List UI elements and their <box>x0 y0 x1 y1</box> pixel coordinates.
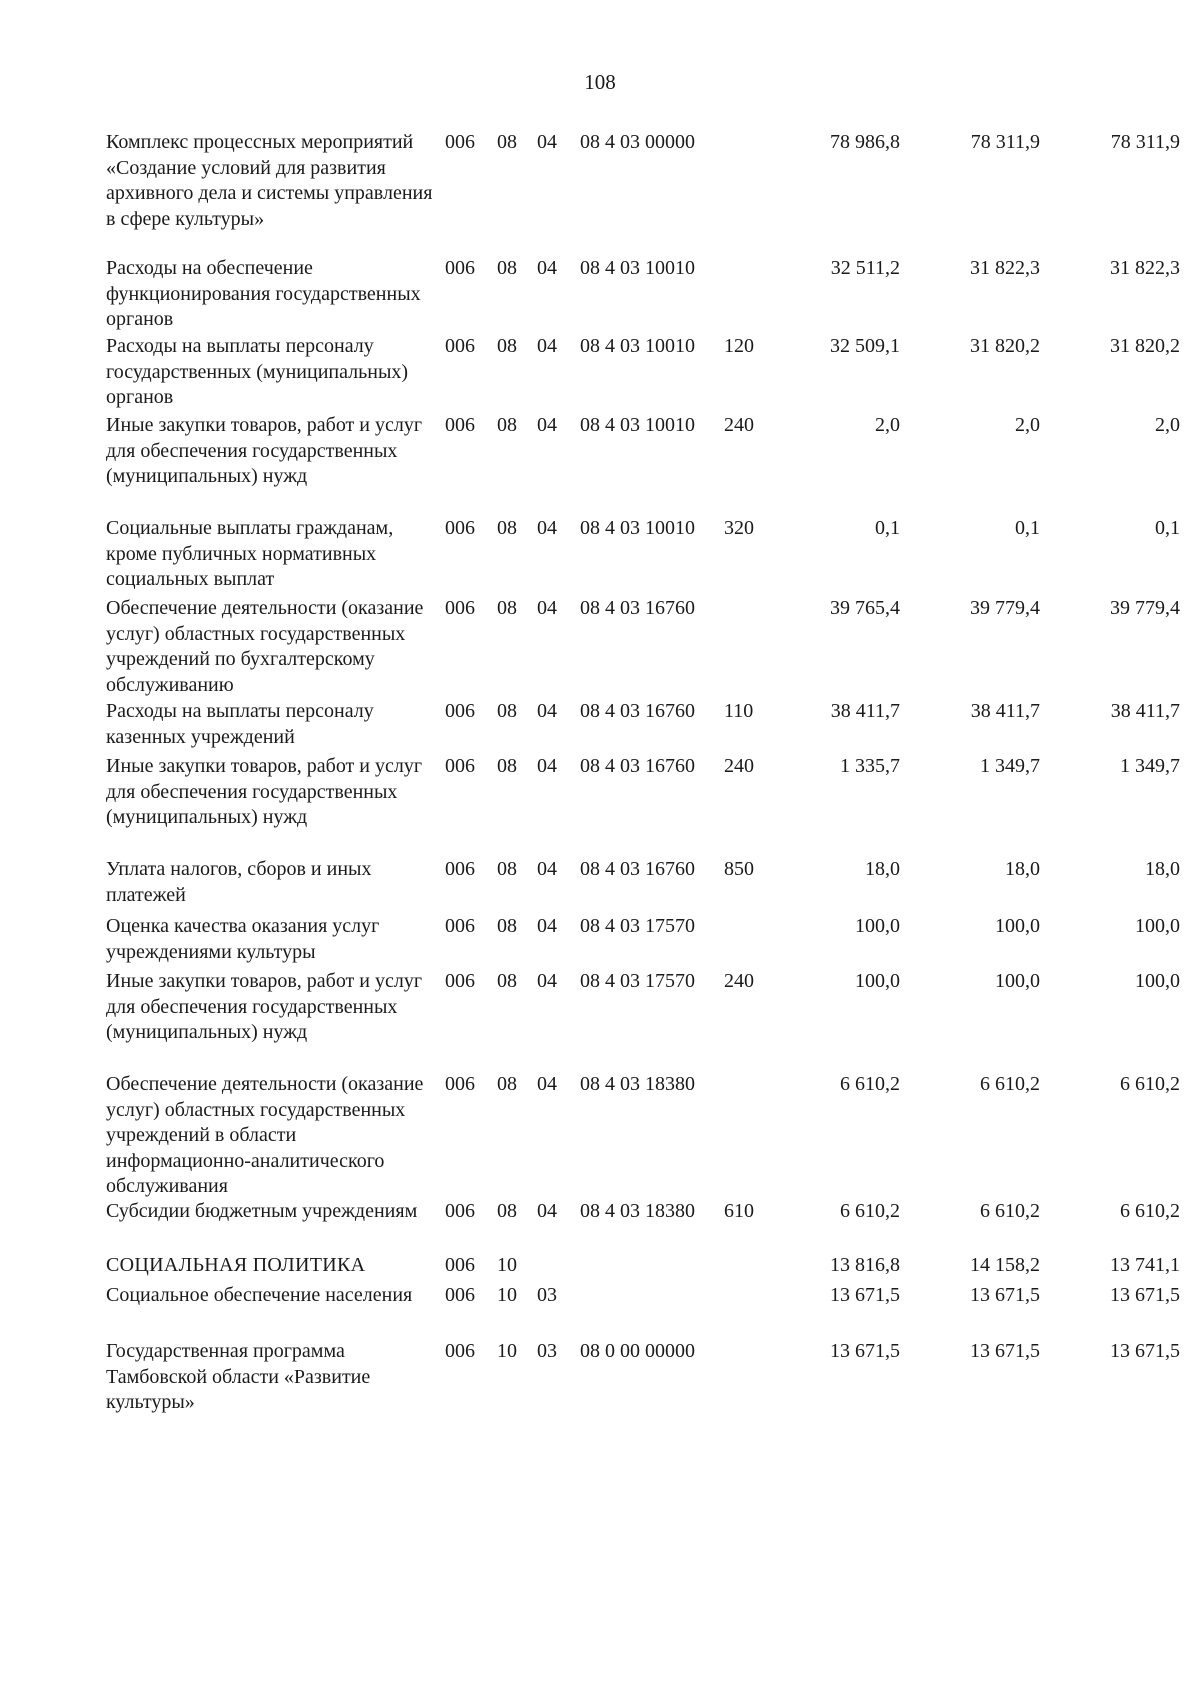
section-code: 10 <box>497 1340 517 1362</box>
subsection-code: 04 <box>537 1073 557 1095</box>
target-article-code: 08 4 03 17570 <box>580 915 695 937</box>
target-article-code: 08 4 03 16760 <box>580 700 695 722</box>
amount-year-2: 39 779,4 <box>970 597 1040 619</box>
amount-year-1: 2,0 <box>875 414 900 436</box>
budget-table <box>0 130 1200 1419</box>
row-name: Обеспечение деятельности (оказание услуг) областных государственных учреждений по бухгалтерскому обслуживанию <box>106 597 424 696</box>
amount-year-2: 38 411,7 <box>970 700 1040 722</box>
table-row <box>0 969 1200 1072</box>
section-code: 08 <box>497 131 517 153</box>
row-name: Иные закупки товаров, работ и услуг для обеспечения государственных (муниципальных) нужд <box>106 970 423 1043</box>
amount-year-1: 18,0 <box>865 858 900 880</box>
expense-type-code: 320 <box>724 517 754 539</box>
expense-type-code: 240 <box>724 970 754 992</box>
subsection-code: 03 <box>537 1340 557 1362</box>
section-code: 08 <box>497 414 517 436</box>
row-name: Уплата налогов, сборов и иных платежей <box>106 858 372 906</box>
table-row <box>0 1339 1200 1419</box>
ministry-code: 006 <box>445 858 475 880</box>
ministry-code: 006 <box>445 1200 475 1222</box>
amount-year-1: 100,0 <box>855 970 900 992</box>
expense-type-code: 240 <box>724 755 754 777</box>
amount-year-3: 18,0 <box>1145 858 1180 880</box>
section-code: 08 <box>497 970 517 992</box>
subsection-code: 04 <box>537 517 557 539</box>
ministry-code: 006 <box>445 915 475 937</box>
row-name: Социальные выплаты гражданам, кроме публичных нормативных социальных выплат <box>106 517 394 590</box>
target-article-code: 08 4 03 10010 <box>580 335 695 357</box>
row-name: Обеспечение деятельности (оказание услуг) областных государственных учреждений в области информационно-аналитического обслуживания <box>106 1073 424 1197</box>
target-article-code: 08 4 03 00000 <box>580 131 695 153</box>
target-article-code: 08 4 03 16760 <box>580 597 695 619</box>
amount-year-3: 38 411,7 <box>1110 700 1180 722</box>
section-code: 10 <box>497 1284 517 1306</box>
amount-year-1: 6 610,2 <box>840 1073 900 1095</box>
table-row <box>0 516 1200 596</box>
amount-year-2: 13 671,5 <box>970 1340 1040 1362</box>
amount-year-2: 31 820,2 <box>970 335 1040 357</box>
expense-type-code: 110 <box>724 700 754 722</box>
subsection-code: 04 <box>537 597 557 619</box>
target-article-code: 08 0 00 00000 <box>580 1340 695 1362</box>
amount-year-3: 39 779,4 <box>1110 597 1180 619</box>
amount-year-2: 14 158,2 <box>970 1254 1040 1276</box>
table-row <box>0 1199 1200 1253</box>
amount-year-1: 1 335,7 <box>840 755 900 777</box>
ministry-code: 006 <box>445 1284 475 1306</box>
amount-year-3: 0,1 <box>1155 517 1180 539</box>
row-name: Оценка качества оказания услуг учреждениями культуры <box>106 915 380 963</box>
subsection-code: 04 <box>537 915 557 937</box>
amount-year-1: 38 411,7 <box>830 700 900 722</box>
ministry-code: 006 <box>445 597 475 619</box>
section-code: 10 <box>497 1254 517 1276</box>
amount-year-3: 6 610,2 <box>1120 1073 1180 1095</box>
amount-year-2: 13 671,5 <box>970 1284 1040 1306</box>
target-article-code: 08 4 03 18380 <box>580 1200 695 1222</box>
amount-year-2: 18,0 <box>1005 858 1040 880</box>
subsection-code: 03 <box>537 1284 557 1306</box>
ministry-code: 006 <box>445 700 475 722</box>
amount-year-3: 1 349,7 <box>1120 755 1180 777</box>
page-number: 108 <box>584 70 616 94</box>
row-name: Расходы на выплаты персоналу государственных (муниципальных) органов <box>106 335 409 408</box>
ministry-code: 006 <box>445 755 475 777</box>
amount-year-2: 6 610,2 <box>980 1200 1040 1222</box>
ministry-code: 006 <box>445 517 475 539</box>
subsection-code: 04 <box>537 970 557 992</box>
amount-year-3: 100,0 <box>1135 970 1180 992</box>
amount-year-2: 6 610,2 <box>980 1073 1040 1095</box>
table-row <box>0 1072 1200 1199</box>
amount-year-2: 0,1 <box>1015 517 1040 539</box>
ministry-code: 006 <box>445 335 475 357</box>
section-code: 08 <box>497 1073 517 1095</box>
table-row <box>0 256 1200 334</box>
ministry-code: 006 <box>445 414 475 436</box>
row-name: Расходы на выплаты персоналу казенных учреждений <box>106 700 374 748</box>
amount-year-1: 6 610,2 <box>840 1200 900 1222</box>
amount-year-2: 1 349,7 <box>980 755 1040 777</box>
section-code: 08 <box>497 1200 517 1222</box>
amount-year-2: 100,0 <box>995 970 1040 992</box>
ministry-code: 006 <box>445 257 475 279</box>
table-row <box>0 699 1200 754</box>
amount-year-1: 78 986,8 <box>830 131 900 153</box>
amount-year-3: 31 820,2 <box>1110 335 1180 357</box>
table-row <box>0 413 1200 516</box>
target-article-code: 08 4 03 16760 <box>580 755 695 777</box>
table-row <box>0 130 1200 256</box>
ministry-code: 006 <box>445 1340 475 1362</box>
target-article-code: 08 4 03 10010 <box>580 517 695 539</box>
amount-year-3: 100,0 <box>1135 915 1180 937</box>
section-code: 08 <box>497 700 517 722</box>
target-article-code: 08 4 03 16760 <box>580 858 695 880</box>
target-article-code: 08 4 03 18380 <box>580 1073 695 1095</box>
subsection-code: 04 <box>537 755 557 777</box>
subsection-code: 04 <box>537 131 557 153</box>
section-code: 08 <box>497 517 517 539</box>
ministry-code: 006 <box>445 970 475 992</box>
amount-year-1: 32 509,1 <box>830 335 900 357</box>
amount-year-2: 2,0 <box>1015 414 1040 436</box>
subsection-code: 04 <box>537 414 557 436</box>
section-code: 08 <box>497 257 517 279</box>
section-code: 08 <box>497 915 517 937</box>
row-name: Комплекс процессных мероприятий «Создание условий для развития архивного дела и системы управления в сфере культуры» <box>106 131 433 230</box>
row-name: Иные закупки товаров, работ и услуг для обеспечения государственных (муниципальных) нужд <box>106 755 423 828</box>
subsection-code: 04 <box>537 700 557 722</box>
table-row <box>0 1253 1200 1283</box>
table-row <box>0 596 1200 699</box>
row-name: Государственная программа Тамбовской области «Развитие культуры» <box>106 1340 371 1413</box>
row-name: Социальное обеспечение населения <box>106 1284 413 1306</box>
table-row <box>0 334 1200 413</box>
table-row <box>0 1283 1200 1339</box>
amount-year-3: 13 741,1 <box>1110 1254 1180 1276</box>
amount-year-1: 13 816,8 <box>830 1254 900 1276</box>
ministry-code: 006 <box>445 1073 475 1095</box>
expense-type-code: 120 <box>724 335 754 357</box>
section-code: 08 <box>497 755 517 777</box>
table-row <box>0 857 1200 914</box>
amount-year-2: 78 311,9 <box>970 131 1040 153</box>
amount-year-1: 32 511,2 <box>830 257 900 279</box>
section-code: 08 <box>497 858 517 880</box>
target-article-code: 08 4 03 17570 <box>580 970 695 992</box>
ministry-code: 006 <box>445 131 475 153</box>
amount-year-1: 100,0 <box>855 915 900 937</box>
amount-year-3: 13 671,5 <box>1110 1284 1180 1306</box>
subsection-code: 04 <box>537 858 557 880</box>
amount-year-1: 0,1 <box>875 517 900 539</box>
amount-year-3: 2,0 <box>1155 414 1180 436</box>
section-code: 08 <box>497 335 517 357</box>
amount-year-1: 13 671,5 <box>830 1284 900 1306</box>
amount-year-3: 31 822,3 <box>1110 257 1180 279</box>
amount-year-1: 13 671,5 <box>830 1340 900 1362</box>
subsection-code: 04 <box>537 1200 557 1222</box>
row-name: СОЦИАЛЬНАЯ ПОЛИТИКА <box>106 1254 366 1276</box>
target-article-code: 08 4 03 10010 <box>580 257 695 279</box>
table-row <box>0 754 1200 857</box>
subsection-code: 04 <box>537 257 557 279</box>
section-code: 08 <box>497 597 517 619</box>
row-name: Субсидии бюджетным учреждениям <box>106 1200 418 1222</box>
row-name: Расходы на обеспечение функционирования государственных органов <box>106 257 421 330</box>
expense-type-code: 850 <box>724 858 754 880</box>
row-name: Иные закупки товаров, работ и услуг для обеспечения государственных (муниципальных) нужд <box>106 414 423 487</box>
target-article-code: 08 4 03 10010 <box>580 414 695 436</box>
expense-type-code: 610 <box>724 1200 754 1222</box>
amount-year-1: 39 765,4 <box>830 597 900 619</box>
amount-year-3: 13 671,5 <box>1110 1340 1180 1362</box>
expense-type-code: 240 <box>724 414 754 436</box>
ministry-code: 006 <box>445 1254 475 1276</box>
amount-year-3: 78 311,9 <box>1110 131 1180 153</box>
amount-year-2: 31 822,3 <box>970 257 1040 279</box>
amount-year-2: 100,0 <box>995 915 1040 937</box>
subsection-code: 04 <box>537 335 557 357</box>
table-row <box>0 914 1200 969</box>
amount-year-3: 6 610,2 <box>1120 1200 1180 1222</box>
